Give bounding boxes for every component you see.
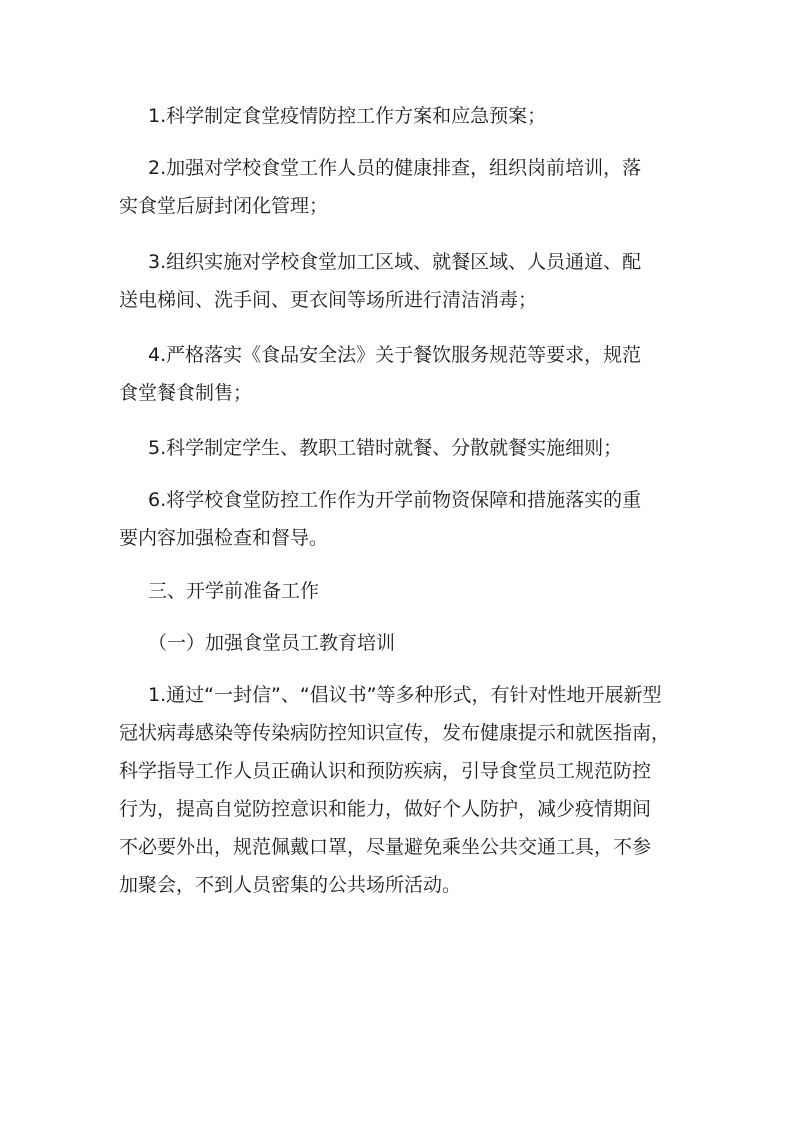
- text-line: 行为，提高自觉防控意识和能力，做好个人防护，减少疫情期间: [119, 798, 652, 820]
- text-line: 实食堂后厨封闭化管理；: [119, 195, 329, 217]
- text-line: 冠状病毒感染等传染病防控知识宣传，发布健康提示和就医指南，: [119, 722, 671, 744]
- heading-text: （一）加强食堂员工教育培训: [148, 632, 396, 654]
- text-line: 3.组织实施对学校食堂加工区域、就餐区域、人员通道、配: [148, 251, 642, 273]
- text-line: 6.将学校食堂防控工作作为开学前物资保障和措施落实的重: [148, 489, 642, 511]
- text-line: 要内容加强检查和督导。: [119, 527, 329, 549]
- text-line: 5.科学制定学生、教职工错时就餐、分散就餐实施细则；: [148, 437, 623, 459]
- text-line: 1.科学制定食堂疫情防控工作方案和应急预案；: [148, 105, 547, 127]
- paragraph-2: [119, 149, 679, 225]
- paragraph-6: [119, 481, 679, 557]
- text-line: 科学指导工作人员正确认识和预防疾病，引导食堂员工规范防控: [119, 760, 652, 782]
- paragraph-1: [119, 97, 679, 135]
- text-line: 送电梯间、洗手间、更衣间等场所进行清洁消毒；: [119, 289, 538, 311]
- text-line: 1.通过“一封信”、“倡议书”等多种形式，有针对性地开展新型: [148, 684, 662, 706]
- subsection-heading-1: [119, 624, 679, 662]
- paragraph-5: [119, 429, 679, 467]
- heading-text: 三、开学前准备工作: [148, 580, 320, 602]
- text-line: 4.严格落实《食品安全法》关于餐饮服务规范等要求，规范: [148, 344, 642, 366]
- paragraph-3: [119, 243, 679, 319]
- paragraph-4: [119, 336, 679, 412]
- text-line: 2.加强对学校食堂工作人员的健康排查，组织岗前培训，落: [148, 157, 642, 179]
- text-line: 加聚会，不到人员密集的公共场所活动。: [119, 874, 462, 896]
- section-heading-3: [119, 572, 679, 610]
- paragraph-7: [119, 676, 679, 904]
- text-line: 不必要外出，规范佩戴口罩，尽量避免乘坐公共交通工具，不参: [119, 836, 652, 858]
- text-line: 食堂餐食制售；: [119, 382, 253, 404]
